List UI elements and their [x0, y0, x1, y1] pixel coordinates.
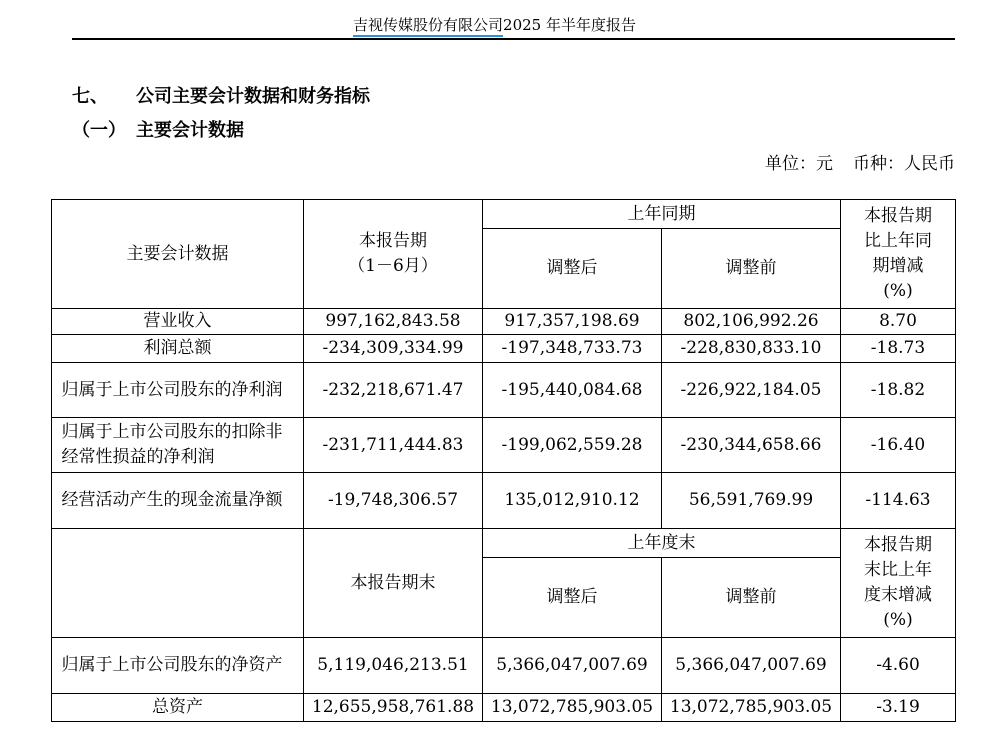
- cell-adjusted-before: 13,072,785,903.05: [662, 694, 841, 722]
- cell-adjusted-after: 13,072,785,903.05: [483, 694, 662, 722]
- unit-label: 单位：元: [765, 154, 833, 174]
- cell-current: -234,309,334.99: [304, 335, 483, 363]
- col-header-prior-year-end: 上年度末: [483, 529, 841, 558]
- header-report-title: 2025 年半年度报告: [503, 16, 636, 34]
- col-header-blank: [52, 529, 304, 638]
- table-row: [52, 638, 956, 694]
- row-label-cell: [52, 363, 304, 418]
- cell-current: 12,655,958,761.88: [304, 694, 483, 722]
- cell-change: -114.63: [841, 473, 956, 529]
- change-line: 比上年同: [864, 231, 932, 251]
- header-company-link[interactable]: 吉视传媒股份有限公司: [353, 16, 503, 37]
- cell-adjusted-after: -195,440,084.68: [483, 363, 662, 418]
- change-line: 本报告期: [864, 535, 932, 555]
- cell-change: -18.73: [841, 335, 956, 363]
- page-header: [0, 14, 989, 36]
- unit-line: [765, 149, 955, 174]
- col-header-adjusted-before: 调整前: [662, 229, 841, 309]
- cell-current: -19,748,306.57: [304, 473, 483, 529]
- cell-current: 5,119,046,213.51: [304, 638, 483, 694]
- col-header-adjusted-after: 调整后: [483, 558, 662, 638]
- row-label: 归属于上市公司股东的净利润: [61, 379, 283, 400]
- row-label: 总资产: [52, 694, 304, 722]
- cell-adjusted-before: 802,106,992.26: [662, 309, 841, 335]
- col-header-item: 主要会计数据: [52, 200, 304, 309]
- table-row: [52, 473, 956, 529]
- header-rule: [72, 38, 955, 40]
- table-row: [52, 335, 956, 363]
- change-line: 度末增减: [864, 585, 932, 605]
- cell-adjusted-after: 135,012,910.12: [483, 473, 662, 529]
- subsection-title: [72, 116, 244, 142]
- cell-change: -3.19: [841, 694, 956, 722]
- table-row: [52, 363, 956, 418]
- row-label: 营业收入: [52, 309, 304, 335]
- cell-adjusted-after: -197,348,733.73: [483, 335, 662, 363]
- cell-adjusted-before: 5,366,047,007.69: [662, 638, 841, 694]
- row-label-cell: [52, 638, 304, 694]
- col-header-current-period: [304, 200, 483, 309]
- table-row: [52, 418, 956, 473]
- cell-adjusted-before: 56,591,769.99: [662, 473, 841, 529]
- cell-adjusted-after: -199,062,559.28: [483, 418, 662, 473]
- cell-current: -232,218,671.47: [304, 363, 483, 418]
- current-period-line2: （1－6月）: [348, 256, 438, 276]
- cell-change: -4.60: [841, 638, 956, 694]
- section-title-text: 公司主要会计数据和财务指标: [136, 86, 370, 107]
- cell-adjusted-before: -228,830,833.10: [662, 335, 841, 363]
- subsection-number: （一）: [72, 120, 126, 141]
- currency-label: 币种：人民币: [853, 154, 955, 174]
- table-row: [52, 309, 956, 335]
- row-label: 归属于上市公司股东的净资产: [61, 655, 283, 675]
- col-header-period-end: 本报告期末: [304, 529, 483, 638]
- section-number: 七、: [72, 86, 108, 107]
- row-label: 经营活动产生的现金流量净额: [61, 490, 283, 510]
- accounting-data-table: [51, 199, 956, 722]
- subsection-title-text: 主要会计数据: [136, 120, 244, 141]
- cell-adjusted-before: -230,344,658.66: [662, 418, 841, 473]
- change-line: 期增减: [872, 256, 924, 276]
- cell-change: -18.82: [841, 363, 956, 418]
- cell-current: 997,162,843.58: [304, 309, 483, 335]
- table-head-row: [52, 529, 956, 558]
- cell-adjusted-before: -226,922,184.05: [662, 363, 841, 418]
- table-head-row: [52, 200, 956, 229]
- current-period-line1: 本报告期: [359, 231, 427, 251]
- change-line: 末比上年: [864, 560, 932, 580]
- change-line: (%): [883, 281, 913, 301]
- section-title: [72, 82, 370, 108]
- row-label-cell: [52, 473, 304, 529]
- cell-change: 8.70: [841, 309, 956, 335]
- cell-current: -231,711,444.83: [304, 418, 483, 473]
- change-line: 本报告期: [864, 206, 932, 226]
- col-header-prior-period: 上年同期: [483, 200, 841, 229]
- cell-adjusted-after: 5,366,047,007.69: [483, 638, 662, 694]
- cell-change: -16.40: [841, 418, 956, 473]
- row-label: 归属于上市公司股东的扣除非经常性损益的净利润: [61, 422, 283, 467]
- change-line: (%): [883, 610, 913, 630]
- row-label: 利润总额: [52, 335, 304, 363]
- col-header-change-end: [841, 529, 956, 638]
- col-header-adjusted-after: 调整后: [483, 229, 662, 309]
- col-header-change: [841, 200, 956, 309]
- cell-adjusted-after: 917,357,198.69: [483, 309, 662, 335]
- col-header-adjusted-before: 调整前: [662, 558, 841, 638]
- row-label-cell: [52, 418, 304, 473]
- table-row: [52, 694, 956, 722]
